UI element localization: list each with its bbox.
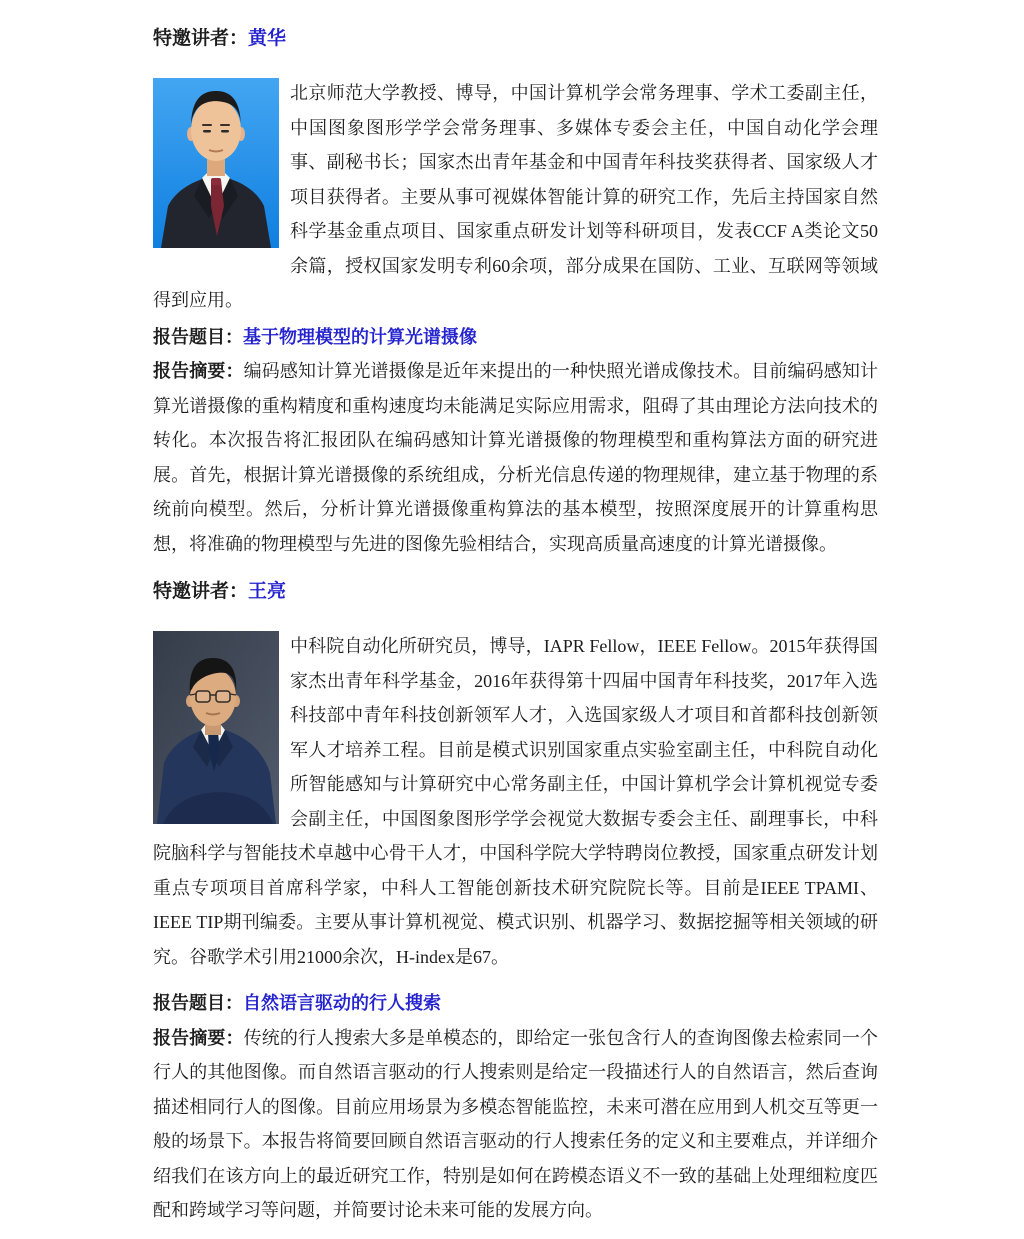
speaker-2-name-link[interactable]: 王亮 [248, 581, 287, 602]
report-title-label: 报告题目： [153, 993, 243, 1013]
speaker-2-bio-block [153, 629, 878, 974]
speaker-1-bio-text: 北京师范大学教授、博导，中国计算机学会常务理事、学术工委副主任，中国图象图形学学会常务理事、多媒体专委会主任，中国自动化学会理事、副秘书长；国家杰出青年基金和中国青年科技奖获得者、国家级人才项目获得者。主要从事可视媒体智能计算的研究工作，先后主持国家自然科学基金重点项目、国家重点研发计划等科研项目，发表CCF A类论文50余篇，授权国家发明专利60余项，部分成果在国防、工业、互联网等领域得到应用。 [153, 83, 878, 310]
speaker-1-bio-block [153, 76, 878, 318]
speaker-1-heading [153, 26, 878, 52]
speaker-section-2 [153, 579, 878, 1228]
speaker-2-photo [153, 631, 279, 824]
id-photo-man-blue-background-icon [153, 78, 279, 248]
speaker-2-report-title-line [153, 986, 878, 1021]
speaker-2-abstract [153, 1021, 878, 1228]
speaker-1-abstract [153, 354, 878, 561]
speaker-2-heading [153, 579, 878, 605]
abstract-label: 报告摘要： [153, 1027, 244, 1048]
speaker-1-report-title-link[interactable]: 基于物理模型的计算光谱摄像 [243, 326, 477, 347]
speaker-1-report-title-line [153, 320, 878, 355]
abstract-label: 报告摘要： [153, 361, 244, 381]
speaker-heading-label: 特邀讲者： [153, 581, 249, 602]
speaker-1-name-link[interactable]: 黄华 [248, 28, 287, 49]
speaker-1-abstract-text: 编码感知计算光谱摄像是近年来提出的一种快照光谱成像技术。目前编码感知计算光谱摄像的重构精度和重构速度均未能满足实际应用需求，阻碍了其由理论方法向技术的转化。本次报告将汇报团队在编码感知计算光谱摄像的物理模型和重构算法方面的研究进展。首先，根据计算光谱摄像的系统组成，分析光信息传递的物理规律，建立基于物理的系统前向模型。然后，分析计算光谱摄像重构算法的基本模型，按照深度展开的计算重构思想，将准确的物理模型与先进的图像先验相结合，实现高质量高速度的计算光谱摄像。 [153, 361, 878, 554]
speaker-1-photo [153, 78, 279, 248]
speaker-2-report-title-link[interactable]: 自然语言驱动的行人搜索 [243, 993, 441, 1013]
portrait-photo-man-glasses-navy-suit-icon [153, 631, 279, 824]
speaker-section-1 [153, 26, 878, 561]
speaker-2-bio-text: 中科院自动化所研究员，博导，IAPR Fellow，IEEE Fellow。2015年获得国家杰出青年科学基金，2016年获得第十四届中国青年科技奖，2017年入选科技部中青年科技创新领军人才，入选国家级人才项目和首都科技创新领军人才培养工程。目前是模式识别国家重点实验室副主任，中科院自动化所智能感知与计算研究中心常务副主任，中国计算机学会计算机视觉专委会副主任，中国图象图形学学会视觉大数据专委会主任、副理事长，中科院脑科学与智能技术卓越中心骨干人才，中国科学院大学特聘岗位教授，国家重点研发计划重点专项项目首席科学家，中科人工智能创新技术研究院院长等。目前是IEEE TPAMI、IEEE TIP期刊编委。主要从事计算机视觉、模式识别、机器学习、数据挖掘等相关领域的研究。谷歌学术引用21000余次，H-index是67。 [153, 636, 878, 967]
report-title-label: 报告题目： [153, 326, 243, 347]
speaker-2-abstract-text: 传统的行人搜索大多是单模态的，即给定一张包含行人的查询图像去检索同一个行人的其他图像。而自然语言驱动的行人搜索则是给定一段描述行人的自然语言，然后查询描述相同行人的图像。目前应用场景为多模态智能监控，未来可潜在应用到人机交互等更一般的场景下。本报告将简要回顾自然语言驱动的行人搜索任务的定义和主要难点，并详细介绍我们在该方向上的最近研究工作，特别是如何在跨模态语义不一致的基础上处理细粒度匹配和跨域学习等问题，并简要讨论未来可能的发展方向。 [153, 1027, 878, 1220]
speaker-heading-label: 特邀讲者： [153, 28, 249, 49]
